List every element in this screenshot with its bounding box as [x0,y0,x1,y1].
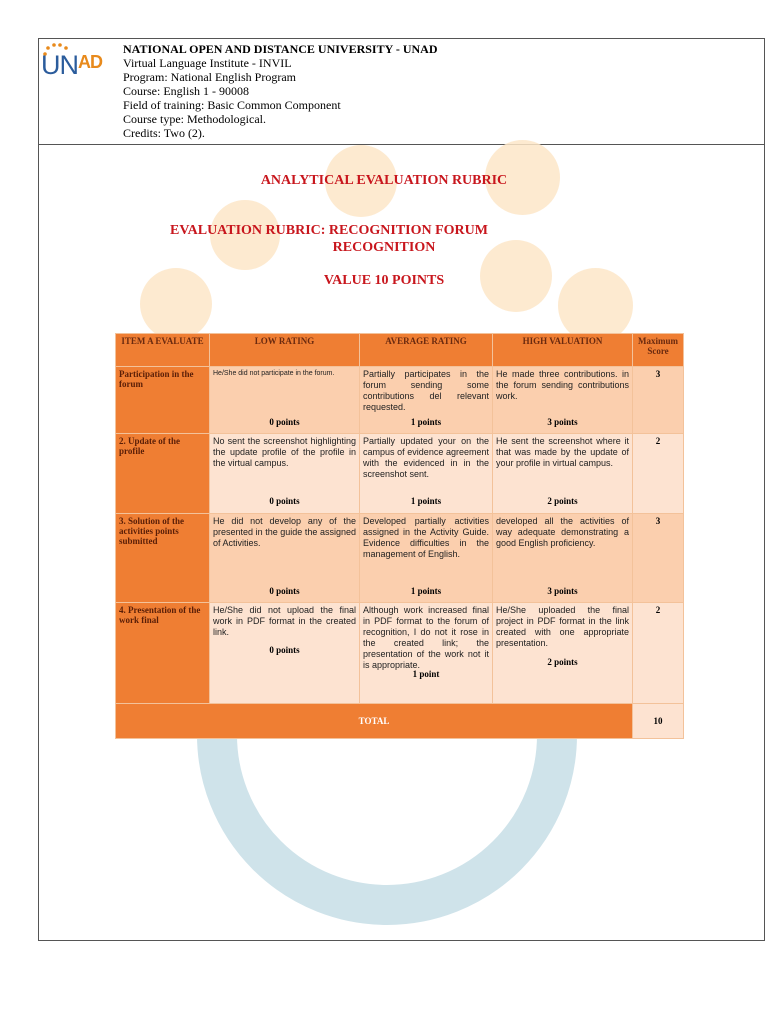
average-points: 1 points [410,417,442,427]
table-row [116,514,684,603]
low-cell [210,367,360,434]
course-type: Course type: Methodological. [123,112,266,126]
average-points: 1 points [410,586,442,596]
item-cell: 4. Presentation of the work final [116,603,210,704]
average-description: Although work increased final in PDF format to the forum of recognition, I do not it rose in the created link; the presentation of the work not it is appropriate. [363,605,489,670]
average-description: Partially participates in the forum sending some contributions del relevant requested. [363,369,489,412]
max-score: 3 [633,367,684,434]
low-description: He/She did not participate in the forum. [213,370,335,377]
header-low: LOW RATING [210,334,360,367]
average-description: Partially updated your on the campus of evidence agreement with the evidenced in in the screenshot sent. [363,436,489,479]
average-cell [360,434,493,514]
high-cell [493,514,633,603]
high-cell [493,603,633,704]
header-max: Maximum Score [633,334,684,367]
low-cell [210,603,360,704]
max-score: 2 [633,434,684,514]
main-title: ANALYTICAL EVALUATION RUBRIC [260,173,508,188]
max-score: 2 [633,603,684,704]
header-info [123,42,437,140]
subtitle-line2: RECOGNITION [332,240,436,255]
table-row [116,434,684,514]
header-item: ITEM A EVALUATE [116,334,210,367]
low-description: He did not develop any of the presented in the guide the assigned of Activities. [213,516,356,548]
item-cell: 3. Solution of the activities points submitted [116,514,210,603]
low-description: No sent the screenshot highlighting the update profile of the profile in the virtual campus. [213,436,356,468]
university-name: NATIONAL OPEN AND DISTANCE UNIVERSITY - UNAD [123,42,438,56]
high-cell [493,434,633,514]
program-name: Program: National English Program [123,70,296,84]
average-points: 1 points [410,496,442,506]
high-description: developed all the activities of way adequate demonstrating a good English proficiency. [496,516,629,548]
institute-name: Virtual Language Institute - INVIL [123,56,292,70]
low-points: 0 points [269,496,300,506]
header-divider [38,144,765,145]
item-cell: 2. Update of the profile [116,434,210,514]
high-description: He sent the screenshot where it that was made by the update of your profile in virtual campus. [496,436,629,468]
high-description: He made three contributions. in the forum sending contributions work. [496,369,629,401]
table-header-row [116,334,684,367]
total-row [116,704,684,739]
low-description: He/She did not upload the final work in PDF format in the created link. [213,605,356,637]
average-description: Developed partially activities assigned in the Activity Guide. Evidence difficulties in the management of English. [363,516,489,559]
low-cell [210,514,360,603]
low-points: 0 points [269,586,300,596]
item-cell: Participation in the forum [116,367,210,434]
average-points: 1 point [412,669,440,679]
low-cell [210,434,360,514]
header-high: HIGH VALUATION [493,334,633,367]
rubric-table [115,333,684,739]
total-value: 10 [633,704,684,739]
high-cell [493,367,633,434]
high-description: He/She uploaded the final project in PDF format in the link created with one appropriate presentation. [496,605,629,648]
high-points: 3 points [547,417,578,427]
field-of-training: Field of training: Basic Common Component [123,98,341,112]
average-cell [360,603,493,704]
credits: Credits: Two (2). [123,126,205,140]
high-points: 2 points [547,657,578,667]
logo-wordmark: $UN^{AD}$ [41,50,102,80]
total-label: TOTAL [116,704,633,739]
max-score: 3 [633,514,684,603]
low-points: 0 points [269,645,300,655]
value-title: VALUE 10 POINTS [323,273,445,288]
unad-logo [41,42,103,86]
course-name: Course: English 1 - 90008 [123,84,249,98]
table-row [116,367,684,434]
subtitle-line1: EVALUATION RUBRIC: RECOGNITION FORUM [169,223,488,238]
high-points: 2 points [547,496,578,506]
low-points: 0 points [269,417,300,427]
average-cell [360,367,493,434]
header-average: AVERAGE RATING [360,334,493,367]
high-points: 3 points [547,586,578,596]
table-row [116,603,684,704]
average-cell [360,514,493,603]
